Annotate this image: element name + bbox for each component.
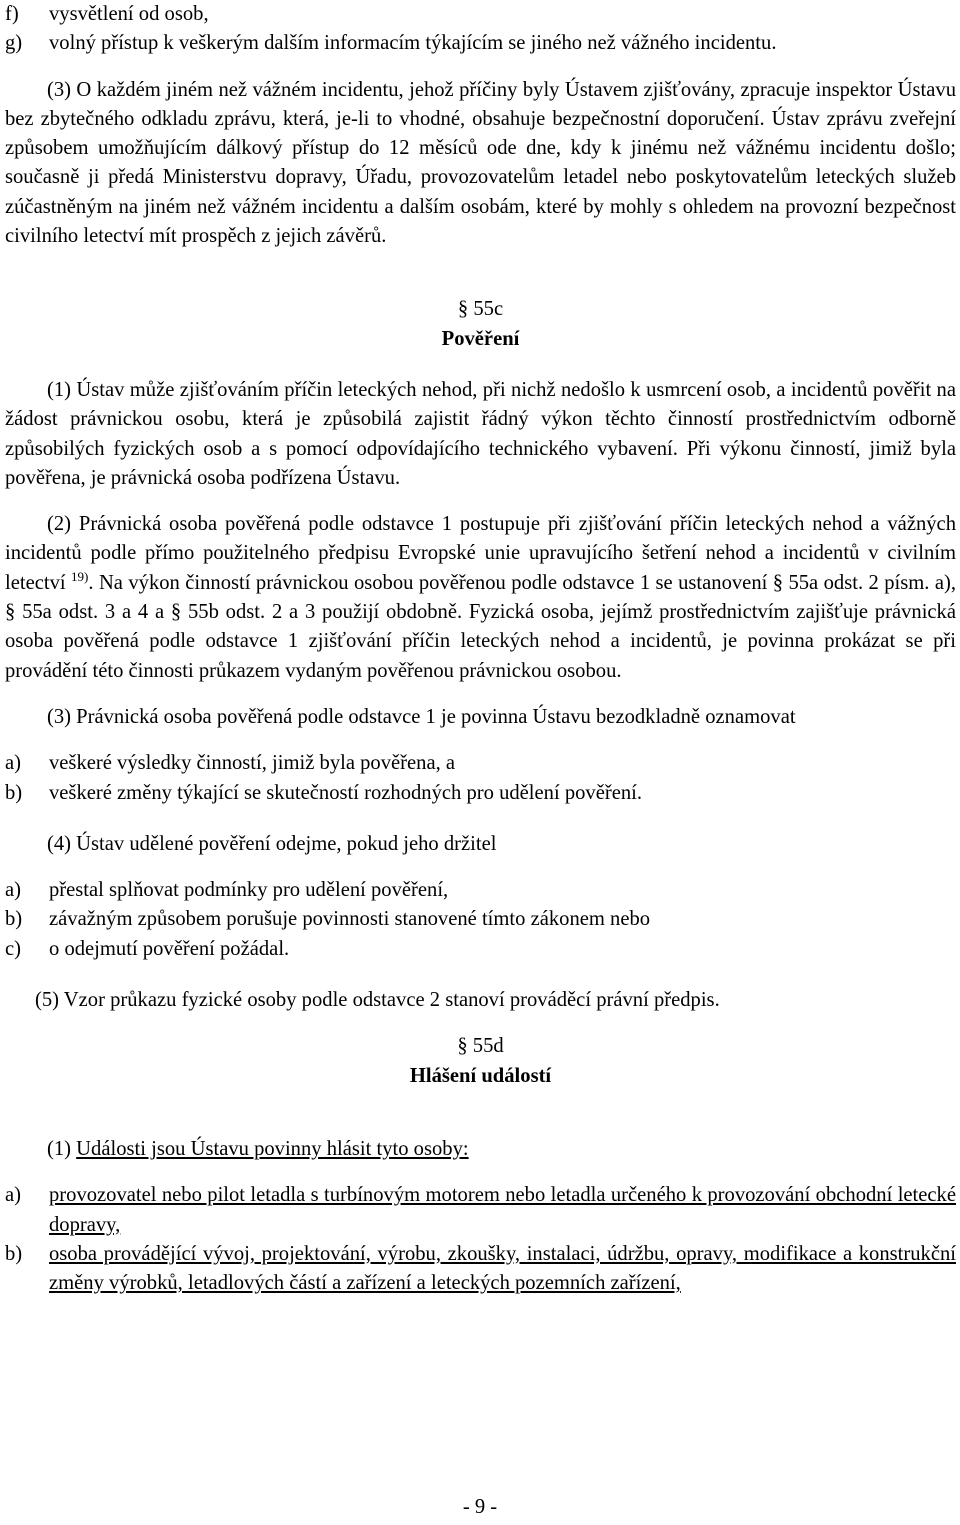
list-item xyxy=(5,935,956,964)
list-label: a) xyxy=(5,752,21,775)
list-text: volný přístup k veškerým dalším informacím týkajícím se jiného než vážného incidentu. xyxy=(49,32,777,55)
paragraph-2-part-a: (2) Právnická osoba pověřená podle odstavce 1 postupuje při zjišťování příčin leteckých nehod a vážných incidentů podle přímo použitelného předpisu Evropské unie upravujícího šetření nehod a incidentů v civilním letectví xyxy=(5,513,956,594)
list-item xyxy=(5,1240,956,1299)
section-55c-paragraph-4: (4) Ústav udělené pověření odejme, pokud jeho držitel xyxy=(47,832,497,855)
list-text: veškeré výsledky činností, jimiž byla pověřena, a xyxy=(49,752,456,775)
list-text: přestal splňovat podmínky pro udělení pověření, xyxy=(49,879,449,902)
section-55c-paragraph-2 xyxy=(5,510,956,686)
list-label: f) xyxy=(5,3,19,25)
list-item xyxy=(5,749,956,778)
list-item xyxy=(5,779,956,808)
list-text: veškeré změny týkající se skutečností rozhodných pro udělení pověření. xyxy=(49,781,643,804)
section-55d-title: Hlášení událostí xyxy=(409,1064,552,1087)
list-item xyxy=(5,1181,956,1240)
list-label: b) xyxy=(5,908,23,931)
section-55c-paragraph-3: (3) Právnická osoba pověřená podle odstavce 1 je povinna Ústavu bezodkladně oznamovat xyxy=(47,705,796,728)
list-label: a) xyxy=(5,879,21,902)
section-55c-paragraph-5: (5) Vzor průkazu fyzické osoby podle odstavce 2 stanoví prováděcí právní předpis. xyxy=(35,989,720,1012)
list-text: provozovatel nebo pilot letadla s turbínovým motorem nebo letadla určeného k provozování obchodní letecké dopravy, xyxy=(49,1184,956,1236)
list-label: b) xyxy=(5,781,23,804)
list-item-g xyxy=(5,29,956,58)
list-label: b) xyxy=(5,1242,23,1265)
paragraph-2-part-b: . Na výkon činností právnickou osobou pověřenou podle odstavce 1 se ustanovení § 55a odst. 2 písm. a), § 55a odst. 3 a 4 a § 55b odst. 2 a 3 použijí obdobně. Fyzická osoba, jejímž prostřednictvím zajišťuje právnická osoba pověřená podle odstavce 1 zjišťování příčin leteckých nehod a incidentů, je povinna prokázat se při provádění této činnosti průkazem vydaným pověřenou právnickou osobou. xyxy=(5,571,956,682)
section-55d-paragraph-1 xyxy=(5,1135,956,1164)
footnote-reference: 19) xyxy=(71,568,89,584)
paragraph-3: (3) O každém jiném než vážném incidentu, jehož příčiny byly Ústavem zjišťovány, zpracuje inspektor Ústavu bez zbytečného odkladu zprávu, která, je-li to vhodné, obsahuje bezpečnostní doporučení. Ústav zprávu zveřejní způsobem umožňujícím dálkový přístup do 12 měsíců ode dne, kdy k jinému než vážnému incidentu došlo; současně ji předá Ministerstvu dopravy, Úřadu, provozovatelům letadel nebo poskytovatelům leteckých služeb zúčastněným na jiném než vážném incidentu a dalším osobám, které by mohly s ohledem na provozní bezpečnost civilního letectví mít prospěch z jejich závěrů. xyxy=(5,78,956,248)
section-55c-title: Pověření xyxy=(441,327,520,350)
page-number: - 9 - xyxy=(462,1496,498,1518)
list-text: osoba provádějící vývoj, projektování, výrobu, zkoušky, instalaci, údržbu, opravy, modifikace a konstrukční změny výrobků, letadlových částí a zařízení a leteckých pozemních zařízení, xyxy=(49,1242,956,1295)
list-label: g) xyxy=(5,32,23,55)
paragraph-text: Události jsou Ústavu povinny hlásit tyto osoby: xyxy=(76,1137,469,1160)
list-item-f xyxy=(5,0,956,29)
list-item xyxy=(5,905,956,934)
list-text: o odejmutí pověření požádal. xyxy=(49,937,290,960)
list-label: a) xyxy=(5,1184,21,1207)
section-55c-paragraph-1: (1) Ústav může zjišťováním příčin leteckých nehod, při nichž nedošlo k usmrcení osob, a incidentů pověřit na žádost právnickou osobu, která je způsobilá zajistit řádný výkon těchto činností prostřednictvím odborně způsobilých fyzických osob a s pomocí odpovídajícího technického vybavení. Při výkonu činností, jimiž byla pověřena, je právnická osoba podřízena Ústavu. xyxy=(5,378,956,489)
paragraph-prefix: (1) xyxy=(47,1137,77,1160)
list-item xyxy=(5,876,956,905)
list-label: c) xyxy=(5,937,21,960)
list-text: vysvětlení od osob, xyxy=(49,3,209,25)
section-55c-number: § 55c xyxy=(457,298,504,321)
section-55d-number: § 55d xyxy=(457,1035,504,1058)
list-text: závažným způsobem porušuje povinnosti stanovené tímto zákonem nebo xyxy=(49,908,651,931)
